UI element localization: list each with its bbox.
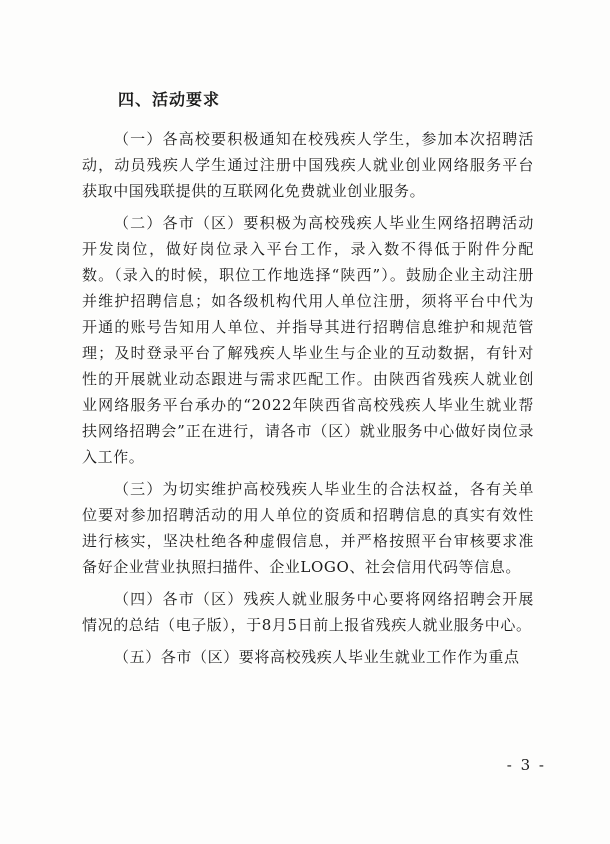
paragraph-2: （二）各市（区）要积极为高校残疾人毕业生网络招聘活动开发岗位，做好岗位录入平台工作，录入数不得低于附件分配数。（录入的时候，职位工作地选择“陕西”）。鼓励企业主动注册并维护招聘信息；如各级机构代用人单位注册，须将平台中代为开通的账号告知用人单位、并指导其进行招聘信息维护和规范管理；及时登录平台了解残疾人毕业生与企业的互动数据，有针对性的开展就业动态跟进与需求匹配工作。由陕西省残疾人就业创业网络服务平台承办的“2022年陕西省高校残疾人毕业生就业帮扶网络招聘会”正在进行，请各市（区）就业服务中心做好岗位录入工作。 bbox=[82, 214, 534, 466]
paragraph-3: （三）为切实维护高校残疾人毕业生的合法权益，各有关单位要对参加招聘活动的用人单位的资质和招聘信息的真实有效性进行核实，坚决杜绝各种虚假信息，并严格按照平台审核要求准备好企业营业执照扫描件、企业LOGO、社会信用代码等信息。 bbox=[82, 480, 534, 576]
paragraph-5: （五）各市（区）要将高校残疾人毕业生就业工作作为重点 bbox=[114, 648, 520, 666]
page-number: - 3 - bbox=[506, 756, 546, 774]
paragraph-4: （四）各市（区）残疾人就业服务中心要将网络招聘会开展情况的总结（电子版），于8月5日前上报省残疾人就业服务中心。 bbox=[82, 590, 534, 634]
paragraph-1: （一）各高校要积极通知在校残疾人学生，参加本次招聘活动，动员残疾人学生通过注册中国残疾人就业创业网络服务平台获取中国残联提供的互联网化免费就业创业服务。 bbox=[82, 130, 534, 200]
document-body bbox=[82, 88, 534, 676]
section-heading: 四、活动要求 bbox=[118, 90, 221, 109]
